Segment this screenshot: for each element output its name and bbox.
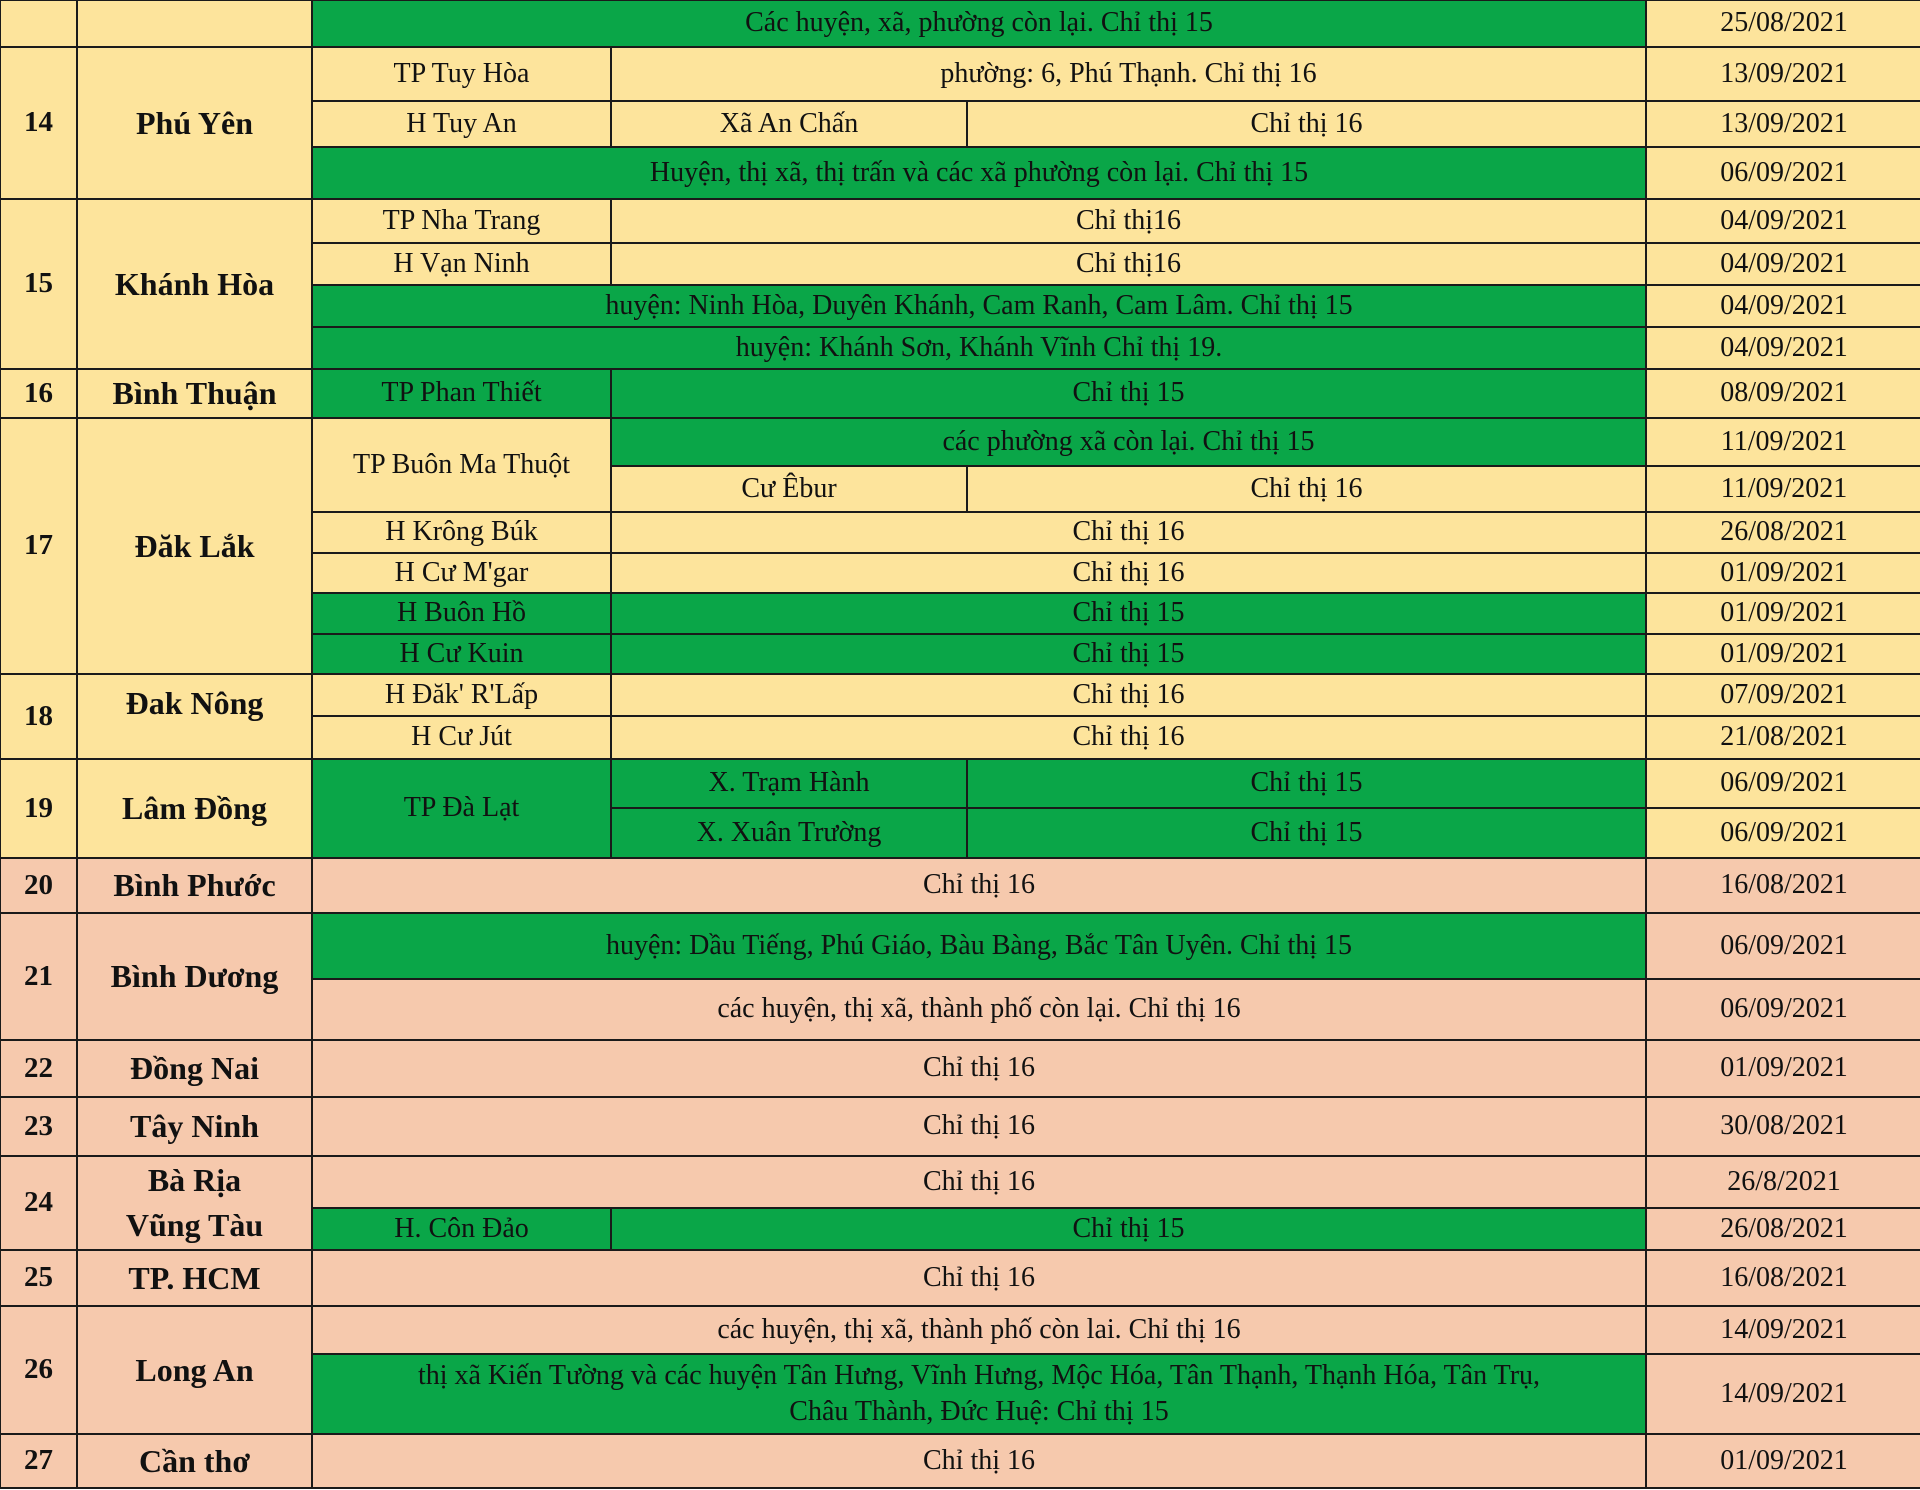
province-cell: Đak Nông (77, 674, 312, 759)
table-row (0, 913, 1920, 979)
measure-cell: Chỉ thị 16 (312, 1250, 1646, 1306)
date-cell: 21/08/2021 (1646, 716, 1920, 759)
unit-cell: H Cư Kuin (312, 634, 611, 674)
unit-cell: H Cư Jút (312, 716, 611, 759)
date-cell: 30/08/2021 (1646, 1097, 1920, 1156)
measure-cell: Chỉ thị 16 (312, 1434, 1646, 1488)
measure-cell: Chỉ thị16 (611, 243, 1646, 285)
province-cell: Tây Ninh (77, 1097, 312, 1156)
date-cell: 16/08/2021 (1646, 1250, 1920, 1306)
measure-cell: phường: 6, Phú Thạnh. Chỉ thị 16 (611, 47, 1646, 101)
row-number-cell (0, 0, 77, 47)
row-number-cell: 27 (0, 1434, 77, 1488)
unit-cell: TP Buôn Ma Thuột (312, 418, 611, 512)
row-number-cell: 14 (0, 47, 77, 199)
measure-cell: Chỉ thị 15 (611, 634, 1646, 674)
date-cell: 25/08/2021 (1646, 0, 1920, 47)
table-row (0, 47, 1920, 101)
measure-cell: Chỉ thị 16 (312, 1040, 1646, 1097)
unit-cell: H Vạn Ninh (312, 243, 611, 285)
measure-cell: Chỉ thị16 (611, 199, 1646, 243)
date-cell: 26/8/2021 (1646, 1156, 1920, 1208)
measure-cell: Chỉ thị 16 (611, 716, 1646, 759)
unit-cell: TP Đà Lạt (312, 759, 611, 858)
date-cell: 04/09/2021 (1646, 243, 1920, 285)
unit-cell: H Cư M'gar (312, 553, 611, 593)
measure-cell: các phường xã còn lại. Chỉ thị 15 (611, 418, 1646, 466)
table-row (0, 1156, 1920, 1208)
date-cell: 01/09/2021 (1646, 553, 1920, 593)
date-cell: 08/09/2021 (1646, 369, 1920, 418)
sub-area-cell: Cư Êbur (611, 466, 967, 512)
table-row (0, 858, 1920, 913)
date-cell: 13/09/2021 (1646, 47, 1920, 101)
row-number-cell: 15 (0, 199, 77, 369)
row-number-cell: 16 (0, 369, 77, 418)
date-cell: 14/09/2021 (1646, 1306, 1920, 1354)
date-cell: 04/09/2021 (1646, 199, 1920, 243)
date-cell: 06/09/2021 (1646, 147, 1920, 199)
row-number-cell: 23 (0, 1097, 77, 1156)
measure-cell: Chỉ thị 15 (611, 593, 1646, 634)
date-cell: 26/08/2021 (1646, 1208, 1920, 1250)
province-cell: Khánh Hòa (77, 199, 312, 369)
measure-cell: Chỉ thị 16 (967, 101, 1646, 147)
measure-cell: Chỉ thị 16 (611, 674, 1646, 716)
unit-cell: H. Côn Đảo (312, 1208, 611, 1250)
measure-cell: Chỉ thị 15 (611, 369, 1646, 418)
date-cell: 16/08/2021 (1646, 858, 1920, 913)
date-cell: 01/09/2021 (1646, 593, 1920, 634)
row-number-cell: 22 (0, 1040, 77, 1097)
table-row (0, 1097, 1920, 1156)
unit-cell: H Tuy An (312, 101, 611, 147)
unit-cell: H Buôn Hồ (312, 593, 611, 634)
row-number-cell: 19 (0, 759, 77, 858)
date-cell: 01/09/2021 (1646, 1434, 1920, 1488)
province-cell: Đăk Lắk (77, 418, 312, 674)
date-cell: 06/09/2021 (1646, 808, 1920, 858)
sub-area-cell: X. Trạm Hành (611, 759, 967, 808)
unit-cell: H Krông Búk (312, 512, 611, 553)
date-cell: 13/09/2021 (1646, 101, 1920, 147)
measure-cell: Chỉ thị 16 (611, 553, 1646, 593)
area-measure-cell: thị xã Kiến Tường và các huyện Tân Hưng, Vĩnh Hưng, Mộc Hóa, Tân Thạnh, Thạnh Hóa, Tân Trụ, Châu Thành, Đức Huệ: Chỉ thị 15 (312, 1354, 1646, 1434)
row-number-cell: 26 (0, 1306, 77, 1434)
table-row (0, 1306, 1920, 1354)
table-row (0, 0, 1920, 47)
measure-cell: Chỉ thị 15 (967, 808, 1646, 858)
row-number-cell: 25 (0, 1250, 77, 1306)
date-cell: 06/09/2021 (1646, 979, 1920, 1040)
area-measure-cell: các huyện, thị xã, thành phố còn lai. Chỉ thị 16 (312, 1306, 1646, 1354)
area-measure-cell: các huyện, thị xã, thành phố còn lại. Chỉ thị 16 (312, 979, 1646, 1040)
date-cell: 14/09/2021 (1646, 1354, 1920, 1434)
area-measure-cell: huyện: Ninh Hòa, Duyên Khánh, Cam Ranh, Cam Lâm. Chỉ thị 15 (312, 285, 1646, 327)
table-row (0, 418, 1920, 466)
date-cell: 04/09/2021 (1646, 327, 1920, 369)
date-cell: 01/09/2021 (1646, 634, 1920, 674)
row-number-cell: 24 (0, 1156, 77, 1250)
date-cell: 01/09/2021 (1646, 1040, 1920, 1097)
province-cell: Long An (77, 1306, 312, 1434)
table-row (0, 199, 1920, 243)
table-row (0, 1250, 1920, 1306)
measure-cell: Chỉ thị 16 (312, 858, 1646, 913)
row-number-cell: 20 (0, 858, 77, 913)
date-cell: 06/09/2021 (1646, 759, 1920, 808)
date-cell: 11/09/2021 (1646, 418, 1920, 466)
measure-cell: Chỉ thị 16 (967, 466, 1646, 512)
area-measure-cell: huyện: Khánh Sơn, Khánh Vĩnh Chỉ thị 19. (312, 327, 1646, 369)
province-cell: Đồng Nai (77, 1040, 312, 1097)
province-cell: Bình Thuận (77, 369, 312, 418)
province-cell: Bình Dương (77, 913, 312, 1040)
row-number-cell: 21 (0, 913, 77, 1040)
province-cell (77, 0, 312, 47)
measure-cell: Chỉ thị 16 (611, 512, 1646, 553)
table-row (0, 674, 1920, 716)
province-cell: Lâm Đồng (77, 759, 312, 858)
date-cell: 07/09/2021 (1646, 674, 1920, 716)
area-measure-cell: Huyện, thị xã, thị trấn và các xã phường còn lại. Chỉ thị 15 (312, 147, 1646, 199)
date-cell: 04/09/2021 (1646, 285, 1920, 327)
unit-cell: TP Nha Trang (312, 199, 611, 243)
sub-area-cell: Xã An Chấn (611, 101, 967, 147)
area-measure-cell: Các huyện, xã, phường còn lại. Chỉ thị 15 (312, 0, 1646, 47)
unit-cell: TP Tuy Hòa (312, 47, 611, 101)
table-row (0, 369, 1920, 418)
measure-cell: Chỉ thị 16 (312, 1097, 1646, 1156)
province-cell: Bà Rịa Vũng Tàu (77, 1156, 312, 1250)
province-cell: TP. HCM (77, 1250, 312, 1306)
date-cell: 26/08/2021 (1646, 512, 1920, 553)
unit-cell: TP Phan Thiết (312, 369, 611, 418)
province-cell: Bình Phước (77, 858, 312, 913)
province-cell: Phú Yên (77, 47, 312, 199)
row-number-cell: 17 (0, 418, 77, 674)
measure-cell: Chỉ thị 15 (967, 759, 1646, 808)
date-cell: 06/09/2021 (1646, 913, 1920, 979)
table-row (0, 1040, 1920, 1097)
area-measure-cell: huyện: Dầu Tiếng, Phú Giáo, Bàu Bàng, Bắc Tân Uyên. Chỉ thị 15 (312, 913, 1646, 979)
date-cell: 11/09/2021 (1646, 466, 1920, 512)
unit-cell: H Đăk' R'Lấp (312, 674, 611, 716)
measure-cell: Chỉ thị 16 (312, 1156, 1646, 1208)
measure-cell: Chỉ thị 15 (611, 1208, 1646, 1250)
table-row (0, 1434, 1920, 1488)
row-number-cell: 18 (0, 674, 77, 759)
table-row (0, 759, 1920, 808)
sub-area-cell: X. Xuân Trường (611, 808, 967, 858)
province-cell: Cần thơ (77, 1434, 312, 1488)
